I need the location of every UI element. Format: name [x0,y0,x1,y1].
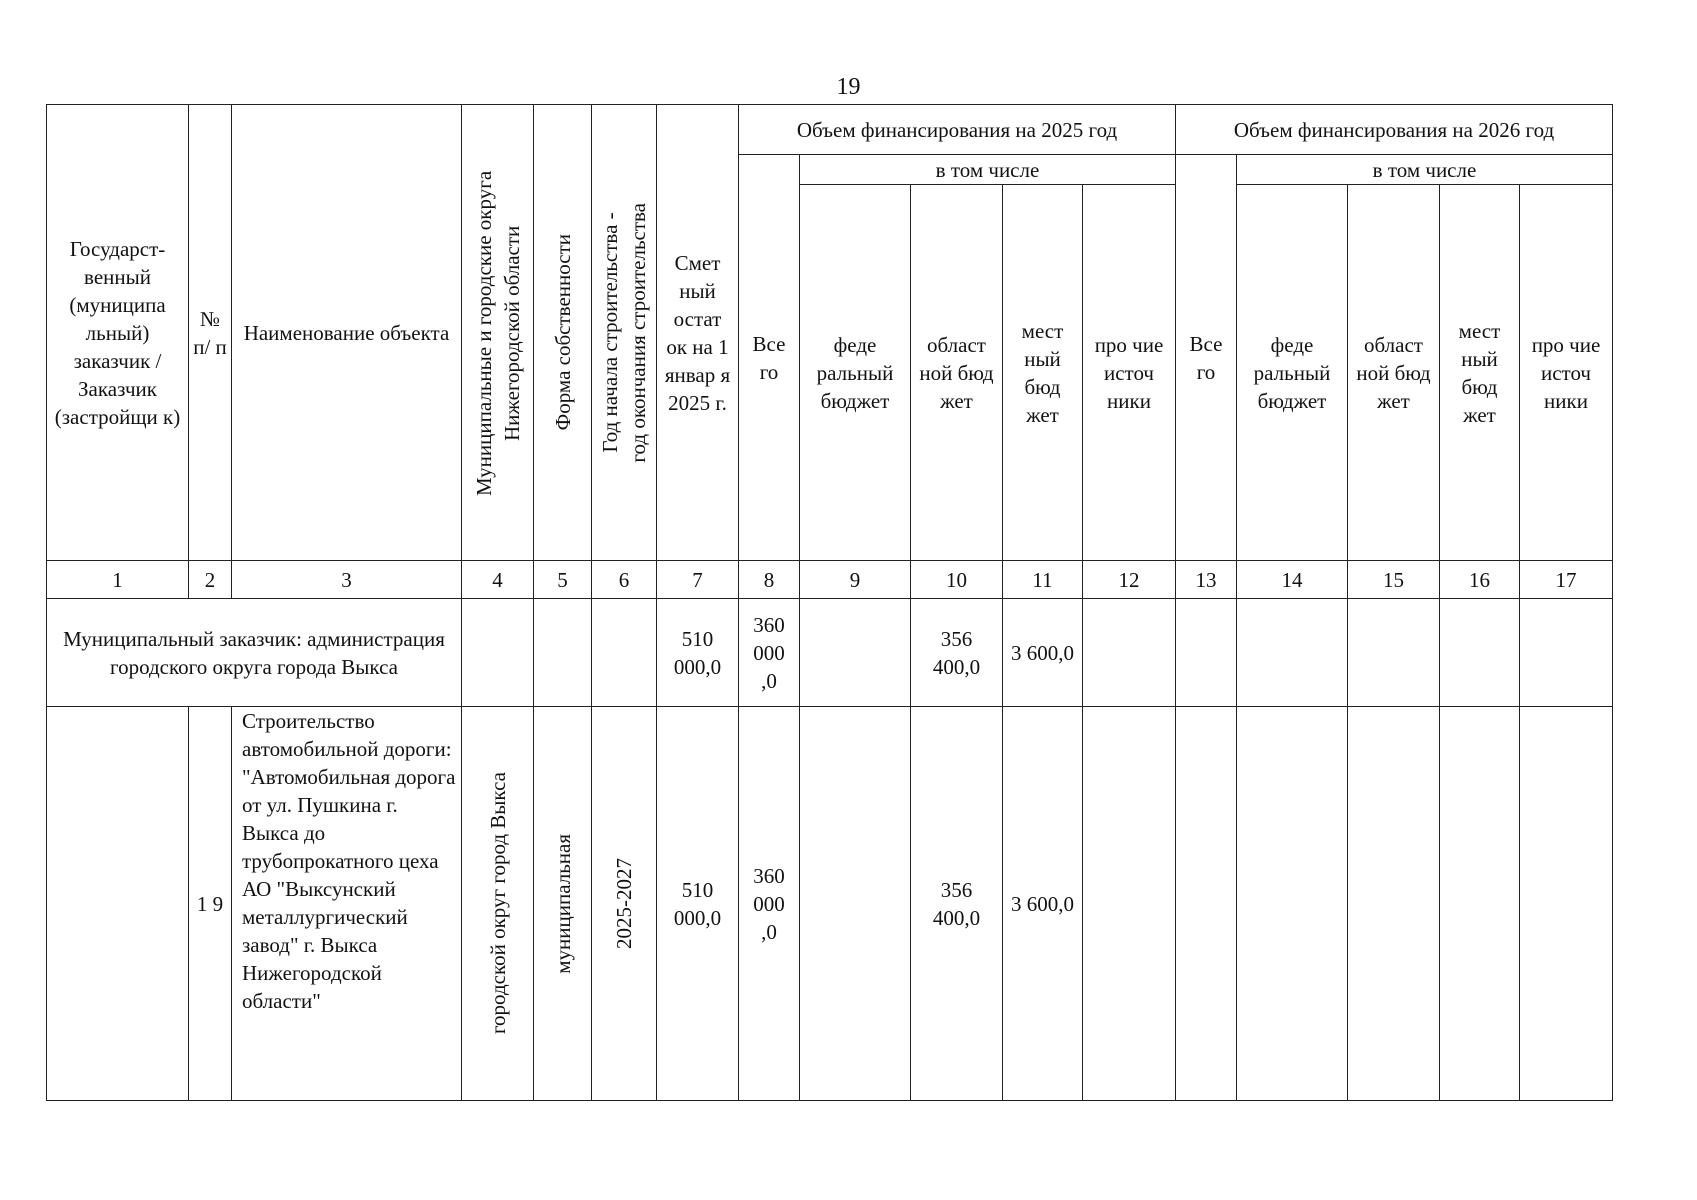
empty-cell [1520,599,1613,707]
customer-total-2025: 360 000 ,0 [739,599,800,707]
empty-cell [800,599,911,707]
header-total-2025: Все го [739,155,800,561]
page-number: 19 [836,74,861,100]
column-number: 7 [657,561,739,599]
empty-cell [1083,599,1176,707]
header-years [592,105,657,561]
column-number: 6 [592,561,657,599]
empty-cell [1348,707,1440,1101]
object-local-2025: 3 600,0 [1003,707,1083,1101]
customer-estimate: 510 000,0 [657,599,739,707]
object-municipality-text: городской округ город Выкса [485,772,510,1035]
column-number: 14 [1237,561,1348,599]
column-numbers-row [47,561,1613,599]
column-number: 12 [1083,561,1176,599]
empty-cell [534,599,592,707]
header-total-2026: Все го [1176,155,1237,561]
empty-cell [1237,599,1348,707]
header-federal-2025: феде ральный бюджет [800,185,911,561]
empty-cell [1083,707,1176,1101]
empty-cell [462,599,534,707]
column-number: 16 [1440,561,1520,599]
header-municipality-text: Муниципальные и городские округа Нижегородской области [471,169,524,496]
column-number: 11 [1003,561,1083,599]
column-number: 3 [232,561,462,599]
column-number: 17 [1520,561,1613,599]
object-estimate: 510 000,0 [657,707,739,1101]
object-municipality [462,707,534,1101]
column-number: 15 [1348,561,1440,599]
header-including-2025: в том числе [800,155,1176,185]
header-funding-2025: Объем финансирования на 2025 год [739,105,1176,155]
empty-cell [47,707,189,1101]
header-funding-2026: Объем финансирования на 2026 год [1176,105,1613,155]
customer-regional-2025: 356 400,0 [911,599,1003,707]
object-ownership-text: муниципальная [550,833,575,974]
empty-cell [1440,599,1520,707]
header-municipality [462,105,534,561]
empty-cell [800,707,911,1101]
column-number: 8 [739,561,800,599]
header-regional-2025: област ной бюд жет [911,185,1003,561]
column-number: 13 [1176,561,1237,599]
header-estimate: Смет ный остат ок на 1 январ я 2025 г. [657,105,739,561]
object-ownership [534,707,592,1101]
empty-cell [1520,707,1613,1101]
column-number: 1 [47,561,189,599]
object-regional-2025: 356 400,0 [911,707,1003,1101]
empty-cell [592,599,657,707]
header-years-line1: Год начала строительства - [598,212,622,453]
header-other-2026: про чие источ ники [1520,185,1613,561]
column-number: 4 [462,561,534,599]
object-number: 1 9 [189,707,232,1101]
empty-cell [1440,707,1520,1101]
customer-label: Муниципальный заказчик: администрация городского округа города Выкса [47,599,462,707]
empty-cell [1176,599,1237,707]
column-number: 2 [189,561,232,599]
object-total-2025: 360 000 ,0 [739,707,800,1101]
header-object-name: Наименование объекта [232,105,462,561]
object-years-text: 2025-2027 [612,858,636,949]
header-local-2026: мест ный бюд жет [1440,185,1520,561]
customer-row [47,599,1613,707]
empty-cell [1237,707,1348,1101]
header-customer: Государст-венный (муниципа льный) заказчик / Заказчик (застройщи к) [47,105,189,561]
empty-cell [1176,707,1237,1101]
header-including-2026: в том числе [1237,155,1613,185]
customer-local-2025: 3 600,0 [1003,599,1083,707]
header-number: № п/ п [189,105,232,561]
header-local-2025: мест ный бюд жет [1003,185,1083,561]
header-years-line2: год окончания строительства [626,202,650,463]
header-other-2025: про чие источ ники [1083,185,1176,561]
empty-cell [1348,599,1440,707]
funding-table [46,104,1613,1101]
header-years-text [596,203,652,463]
header-regional-2026: област ной бюд жет [1348,185,1440,561]
column-number: 5 [534,561,592,599]
object-years [592,707,657,1101]
object-name: Строительство автомобильной дороги: "Автомобильная дорога от ул. Пушкина г. Выкса до трубопрокатного цеха АО "Выксунский металлургический завод" г. Выкса Нижегородской области" [232,707,462,1101]
column-number: 10 [911,561,1003,599]
header-federal-2026: феде ральный бюджет [1237,185,1348,561]
header-ownership-text: Форма собственности [550,234,575,431]
column-number: 9 [800,561,911,599]
object-row [47,707,1613,1101]
header-ownership [534,105,592,561]
